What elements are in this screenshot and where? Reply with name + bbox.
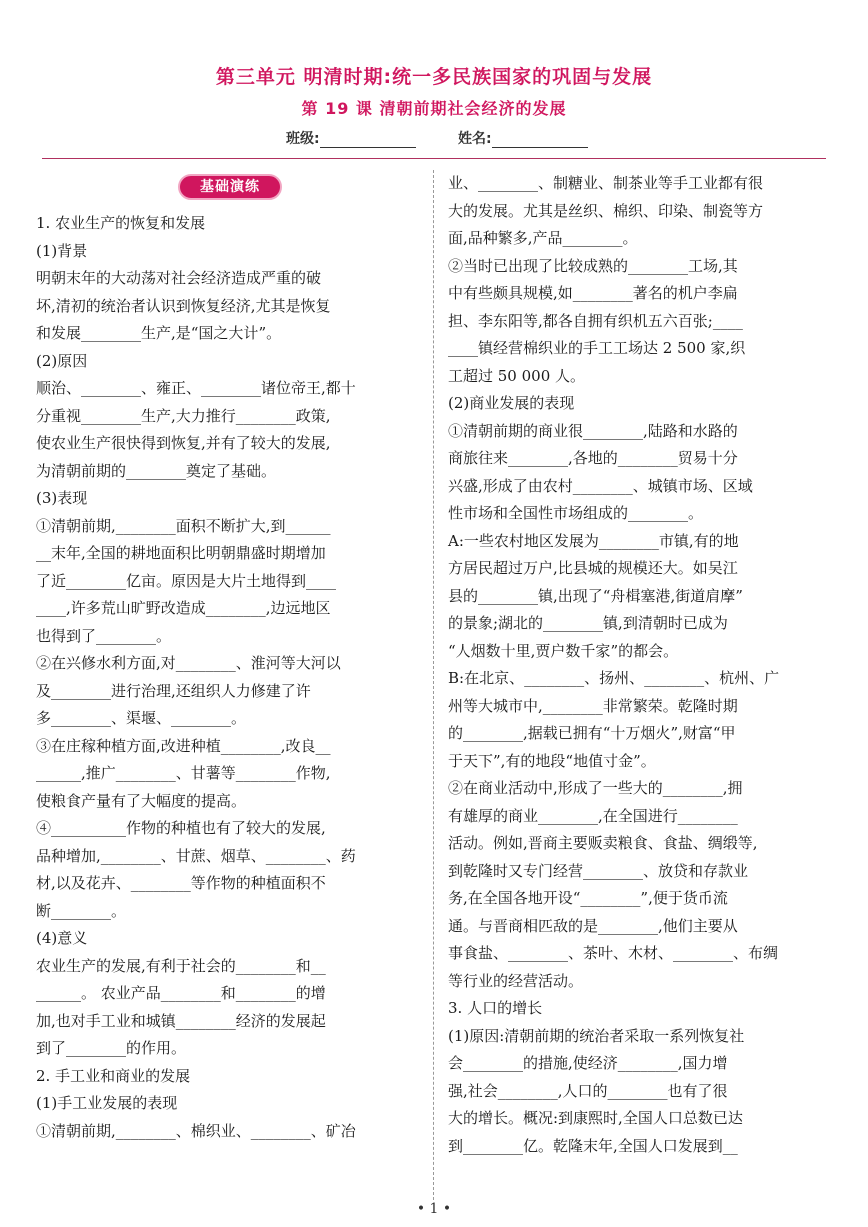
text-line: 的景象;湖北的________镇,到清朝时已成为 bbox=[448, 614, 728, 632]
text-line: 为清朝前期的________奠定了基础。 bbox=[36, 461, 277, 480]
text-line: 工超过 50 000 人。 bbox=[448, 366, 586, 385]
right-column bbox=[448, 170, 832, 1160]
text-line: ②在兴修水利方面,对________、淮河等大河以 bbox=[36, 654, 341, 672]
text-line: 到了________的作用。 bbox=[36, 1039, 187, 1057]
text-line: ③在庄稼种植方面,改进种植________,改良__ bbox=[36, 736, 331, 755]
class-label: 班级: bbox=[286, 131, 320, 147]
text-line: 使粮食产量有了大幅度的提高。 bbox=[36, 791, 247, 810]
text-line: ______。 农业产品________和________的增 bbox=[36, 984, 326, 1002]
text-line: 3. 人口的增长 bbox=[448, 999, 543, 1017]
text-line: 加,也对手工业和城镇________经济的发展起 bbox=[36, 1011, 326, 1030]
text-line: 业、________、制糖业、制茶业等手工业都有很 bbox=[448, 174, 764, 192]
text-line: 商旅往来________,各地的________贸易十分 bbox=[448, 449, 738, 467]
text-line: A:一些农村地区发展为________市镇,有的地 bbox=[448, 531, 739, 550]
text-line: 性市场和全国性市场组成的________。 bbox=[448, 504, 704, 522]
text-line: (1)背景 bbox=[36, 241, 88, 260]
unit-title: 第三单元 明清时期:统一多民族国家的巩固与发展 bbox=[215, 66, 653, 88]
text-line: (2)原因 bbox=[36, 351, 88, 370]
text-line: 顺治、________、雍正、________诸位帝王,都十 bbox=[36, 379, 356, 397]
text-line: (2)商业发展的表现 bbox=[448, 394, 575, 412]
text-line: ④__________作物的种植也有了较大的发展, bbox=[36, 819, 326, 837]
text-line: 2. 手工业和商业的发展 bbox=[36, 1066, 191, 1085]
text-line: 方居民超过万户,比县城的规模还大。如吴江 bbox=[448, 559, 738, 577]
text-line: 通。与晋商相匹敌的是________,他们主要从 bbox=[448, 916, 738, 935]
text-line: (4)意义 bbox=[36, 929, 88, 947]
text-line: 会________的措施,使经济________,国力增 bbox=[448, 1054, 728, 1072]
text-line: 担、李东阳等,都各自拥有织机五六百张;____ bbox=[448, 311, 743, 330]
text-line: 多________、渠堰、________。 bbox=[36, 709, 247, 727]
text-line: 到乾隆时又专门经营________、放贷和存款业 bbox=[448, 861, 749, 880]
text-line: ②在商业活动中,形成了一些大的________,拥 bbox=[448, 779, 743, 797]
text-line: 品种增加,________、甘蔗、烟草、________、药 bbox=[36, 846, 356, 865]
text-line: 断________。 bbox=[36, 901, 127, 920]
text-line: 等行业的经营活动。 bbox=[448, 971, 584, 990]
text-line: B:在北京、________、扬州、________、杭州、广 bbox=[448, 669, 780, 687]
text-line: ②当时已出现了比较成熟的________工场,其 bbox=[448, 256, 738, 275]
class-blank[interactable] bbox=[320, 131, 416, 148]
name-label: 姓名: bbox=[458, 131, 492, 147]
text-line: 中有些颇具规模,如________著名的机户李扁 bbox=[448, 284, 738, 302]
text-line: __末年,全国的耕地面积比明朝鼎盛时期增加 bbox=[36, 544, 326, 562]
page-number: • 1 • bbox=[416, 1201, 452, 1217]
text-line: 强,社会________,人口的________也有了很 bbox=[448, 1081, 728, 1100]
column-divider bbox=[433, 170, 434, 1200]
text-line: ①清朝前期,________面积不断扩大,到______ bbox=[36, 516, 331, 535]
name-field bbox=[458, 128, 588, 148]
text-line: (1)手工业发展的表现 bbox=[36, 1094, 178, 1112]
text-line: 于天下”,有的地段“地值寸金”。 bbox=[448, 751, 656, 770]
text-line: 兴盛,形成了由农村________、城镇市场、区域 bbox=[448, 476, 753, 495]
text-line: 活动。例如,晋商主要贩卖粮食、食盐、绸缎等, bbox=[448, 834, 758, 852]
text-line: 面,品种繁多,产品________。 bbox=[448, 229, 638, 247]
text-line: 分重视________生产,大力推行________政策, bbox=[36, 406, 331, 425]
text-line: 到________亿。乾隆末年,全国人口发展到__ bbox=[448, 1136, 738, 1155]
text-line: 1. 农业生产的恢复和发展 bbox=[36, 214, 206, 232]
text-line: 有雄厚的商业________,在全国进行________ bbox=[448, 806, 738, 825]
lesson-title: 第 19 课 清朝前期社会经济的发展 bbox=[301, 99, 567, 118]
text-line: 明朝末年的大动荡对社会经济造成严重的破 bbox=[36, 269, 322, 287]
text-line: ____镇经营棉织业的手工工场达 2 500 家,织 bbox=[448, 339, 746, 357]
text-line: 材,以及花卉、________等作物的种植面积不 bbox=[36, 874, 326, 892]
text-line: ①清朝前期的商业很________,陆路和水路的 bbox=[448, 421, 738, 440]
text-line: 大的发展。尤其是丝织、棉织、印染、制瓷等方 bbox=[448, 201, 764, 220]
text-line: 县的________镇,出现了“舟楫塞港,街道肩摩” bbox=[448, 586, 743, 605]
text-line: “人烟数十里,贾户数千家”的都会。 bbox=[448, 641, 679, 660]
text-line: 大的增长。概况:到康熙时,全国人口总数已达 bbox=[448, 1109, 743, 1127]
text-line: ①清朝前期,________、棉织业、________、矿冶 bbox=[36, 1121, 356, 1140]
text-line: 务,在全国各地开设“________”,便于货币流 bbox=[448, 889, 728, 907]
section-badge: 基础演练 bbox=[178, 174, 282, 200]
class-field bbox=[286, 128, 416, 148]
text-line: 了近________亿亩。原因是大片土地得到____ bbox=[36, 571, 337, 590]
left-column bbox=[36, 210, 422, 1145]
text-line: 及________进行治理,还组织人力修建了许 bbox=[36, 681, 311, 700]
text-line: 使农业生产很快得到恢复,并有了较大的发展, bbox=[36, 434, 331, 452]
text-line: ______,推广________、甘薯等________作物, bbox=[36, 764, 331, 782]
text-line: 州等大城市中,________非常繁荣。乾隆时期 bbox=[448, 696, 738, 715]
text-line: 坏,清初的统治者认识到恢复经济,尤其是恢复 bbox=[36, 296, 331, 315]
name-blank[interactable] bbox=[492, 131, 588, 148]
text-line: ____,许多荒山旷野改造成________,边远地区 bbox=[36, 599, 331, 617]
text-line: 也得到了________。 bbox=[36, 626, 172, 645]
text-line: 的________,据载已拥有“十万烟火”,财富“甲 bbox=[448, 724, 736, 742]
text-line: 和发展________生产,是“国之大计”。 bbox=[36, 324, 282, 342]
text-line: 事食盐、________、茶叶、木材、________、布绸 bbox=[448, 944, 779, 962]
text-line: (1)原因:清朝前期的统治者采取一系列恢复社 bbox=[448, 1026, 745, 1045]
text-line: (3)表现 bbox=[36, 489, 88, 507]
text-line: 农业生产的发展,有利于社会的________和__ bbox=[36, 956, 326, 975]
header-divider bbox=[42, 158, 826, 159]
